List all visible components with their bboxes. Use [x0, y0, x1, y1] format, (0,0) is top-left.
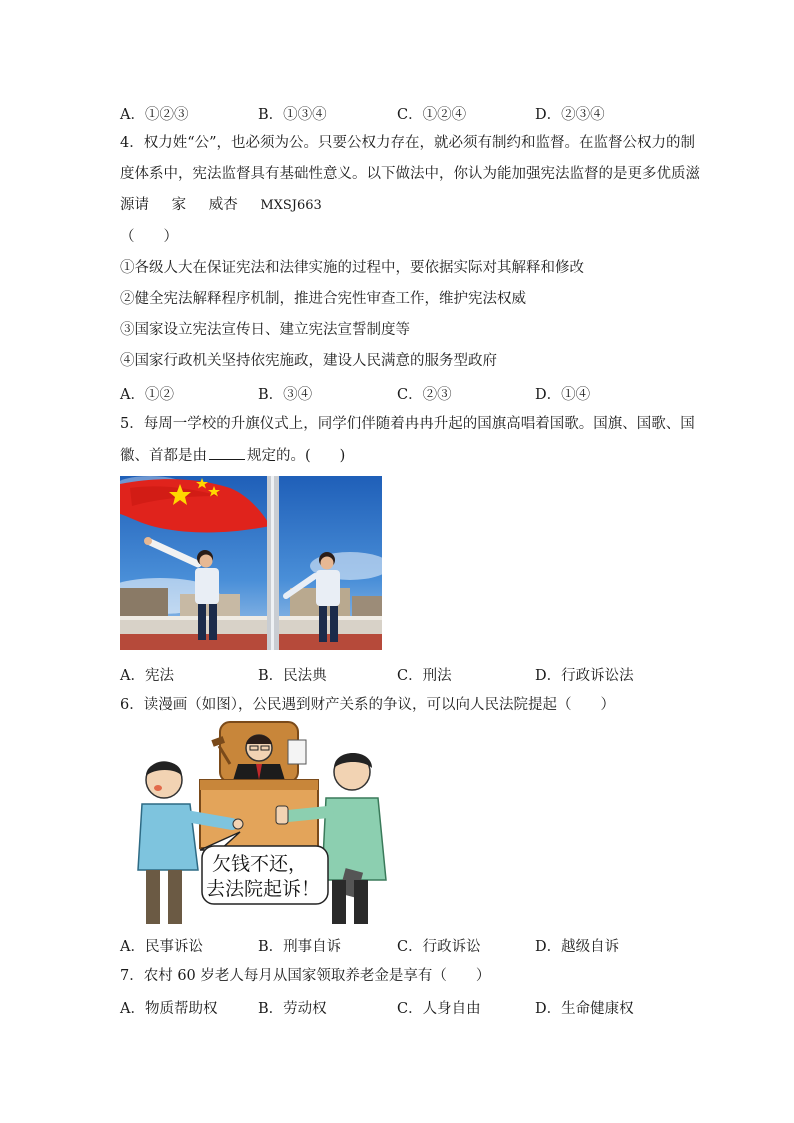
fill-blank [209, 445, 245, 460]
q3-option-a[interactable]: A．①②③ [120, 107, 189, 123]
q4-option-a[interactable]: A．①② [120, 387, 174, 403]
q5-option-d[interactable]: D．行政诉讼法 [535, 668, 634, 684]
q5-stem-line2 [120, 445, 345, 466]
watermark-text: 家 [171, 197, 187, 213]
q7-option-b[interactable]: B．劳动权 [258, 1001, 327, 1017]
q7-option-d[interactable]: D．生命健康权 [535, 1001, 634, 1017]
q5-option-b[interactable]: B．民法典 [258, 668, 327, 684]
q4-item-1: ①各级人大在保证宪法和法律实施的过程中，要依据实际对其解释和修改 [120, 260, 584, 276]
q4-item-4: ④国家行政机关坚持依宪施政，建设人民满意的服务型政府 [120, 353, 497, 369]
court-cartoon [120, 720, 392, 924]
q4-stem-line1: 4．权力姓“公”，也必须为公。只要公权力存在，就必须有制约和监督。在监督公权力的制 [120, 135, 696, 151]
flag-raising-photo [120, 476, 382, 650]
q7-option-c[interactable]: C．人身自由 [397, 1001, 481, 1017]
watermark-text: 源请 [120, 197, 149, 213]
q4-option-c[interactable]: C．②③ [397, 387, 452, 403]
q5-options [120, 664, 680, 684]
q4-watermark-line [120, 195, 340, 216]
q3-option-d[interactable]: D．②③④ [535, 107, 605, 123]
q6-option-b[interactable]: B．刑事自诉 [258, 939, 342, 955]
q5-option-a[interactable]: A．宪法 [120, 668, 174, 684]
q4-option-d[interactable]: D．①④ [535, 387, 591, 403]
q5-stem-post: 规定的。( ) [247, 448, 346, 464]
q6-options [120, 935, 680, 955]
speech-line1: 欠钱不还， [212, 853, 308, 875]
watermark-text: MXSJ663 [260, 198, 322, 213]
q4-item-2: ②健全宪法解释程序机制，推进合宪性审查工作，维护宪法权威 [120, 291, 526, 307]
q5-option-c[interactable]: C．刑法 [397, 668, 452, 684]
q6-option-a[interactable]: A．民事诉讼 [120, 939, 203, 955]
q6-option-d[interactable]: D．越级自诉 [535, 939, 620, 955]
q4-item-3: ③国家设立宪法宣传日、建立宪法宣誓制度等 [120, 322, 410, 338]
court-cartoon-illustration [120, 720, 392, 924]
watermark-text: 威杏 [208, 197, 238, 213]
speech-line2: 去法院起诉！ [206, 878, 321, 900]
q5-stem-pre: 徽、首都是由 [120, 448, 207, 464]
q5-stem-line1: 5．每周一学校的升旗仪式上，同学们伴随着冉冉升起的国旗高唱着国歌。国旗、国歌、国 [120, 416, 695, 432]
q3-option-c[interactable]: C．①②④ [397, 107, 467, 123]
flag-raising-illustration [120, 476, 382, 650]
q4-answer-paren: （ ） [120, 229, 178, 245]
q4-stem-line2: 度体系中，宪法监督具有基础性意义。以下做法中，你认为能加强宪法监督的是更多优质滋 [120, 166, 700, 182]
q6-option-c[interactable]: C．行政诉讼 [397, 939, 481, 955]
q7-options [120, 997, 680, 1017]
q4-options [120, 383, 680, 403]
q3-option-b[interactable]: B．①③④ [258, 107, 327, 123]
q7-option-a[interactable]: A．物质帮助权 [120, 1001, 218, 1017]
q6-stem-line1: 6．读漫画（如图），公民遇到财产关系的争议，可以向人民法院提起（ ） [120, 697, 615, 713]
q7-stem-line1: 7．农村 60 岁老人每月从国家领取养老金是享有（ ） [120, 968, 491, 984]
q4-option-b[interactable]: B．③④ [258, 387, 313, 403]
q3-options [120, 103, 680, 123]
